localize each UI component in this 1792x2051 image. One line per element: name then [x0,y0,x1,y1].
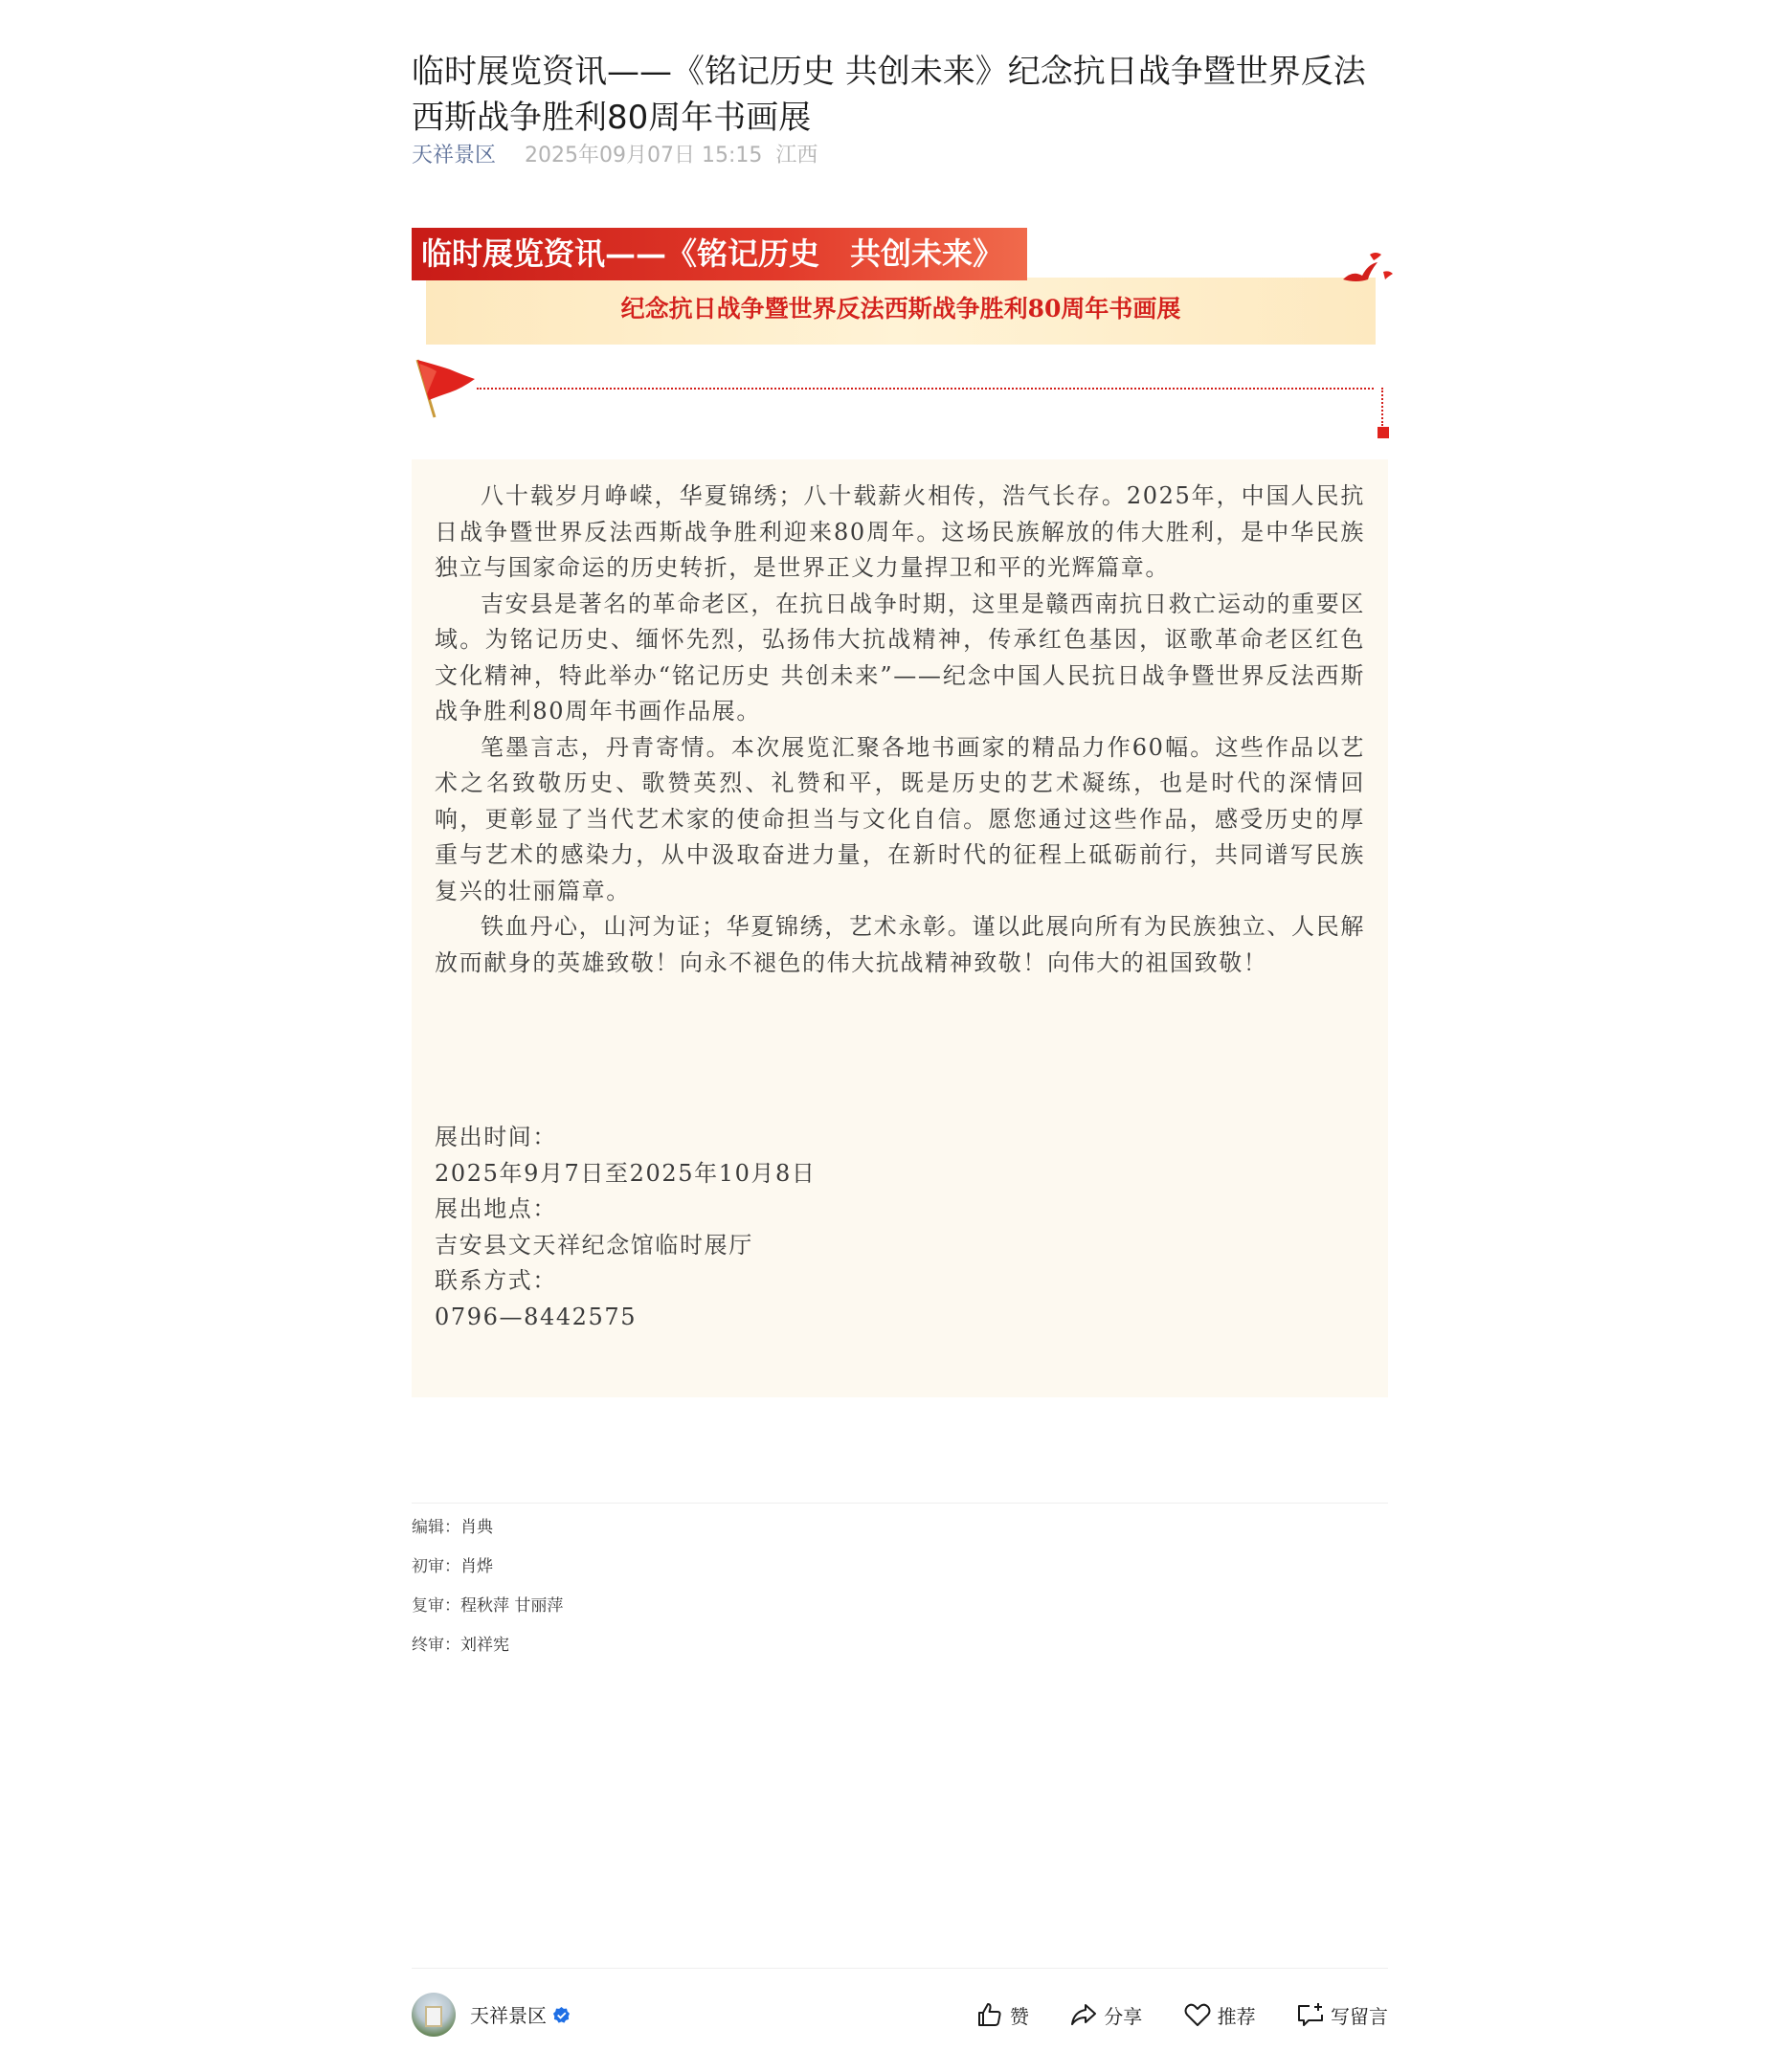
credit-value: 肖烨 [460,1557,493,1576]
publish-datetime: 2025年09月07日 15:15 [525,144,763,167]
footer-divider [412,1968,1388,1969]
recommend-label: 推荐 [1217,2004,1256,2028]
credit-label: 编辑： [412,1518,460,1537]
credit-first-review [412,1549,563,1589]
place-label: 展出地点： [435,1195,557,1222]
birds-icon [1335,251,1393,299]
article-body [435,479,1365,981]
action-bar [941,2000,1388,2034]
body-paragraph: 笔墨言志，丹青寄情。本次展览汇聚各地书画家的精品力作60幅。这些作品以艺术之名致敬历史、歌赞英烈、礼赞和平，既是历史的艺术凝练，也是时代的深情回响，更彰显了当代艺术家的使命担当与文化自信。愿您通过这些作品，感受历史的厚重与艺术的感染力，从中汲取奋进力量，在新时代的征程上砥砺前行，共同谱写民族复兴的壮丽篇章。 [435,733,1365,904]
account-name-row[interactable] [470,2000,571,2028]
banner-subtitle: 纪念抗日战争暨世界反法西斯战争胜利80周年书画展 [620,295,1181,323]
credit-value: 刘祥宪 [460,1636,509,1655]
article-footer [412,1991,1388,2039]
author-link[interactable]: 天祥景区 [412,144,497,167]
credit-second-review [412,1589,563,1628]
body-paragraph: 八十载岁月峥嵘，华夏锦绣；八十载薪火相传，浩气长存。2025年，中国人民抗日战争暨世界反法西斯战争胜利迎来80周年。这场民族解放的伟大胜利，是中华民族独立与国家命运的历史转折，是世界正义力量捍卫和平的光辉篇章。 [435,482,1365,581]
article-meta [412,139,818,168]
comment-icon [1296,2000,1325,2029]
dotted-divider [477,388,1374,390]
time-value: 2025年9月7日至2025年10月8日 [435,1159,817,1187]
place-value: 吉安县文天祥纪念馆临时展厅 [435,1231,753,1259]
comment-label: 写留言 [1331,2004,1388,2028]
article-title: 临时展览资讯——《铭记历史 共创未来》纪念抗日战争暨世界反法西斯战争胜利80周年书画展 [412,52,1366,137]
credit-label: 终审： [412,1636,460,1655]
heart-icon [1183,2000,1212,2029]
credits-divider [412,1503,1388,1504]
contact-value: 0796—8442575 [435,1303,638,1330]
account-avatar[interactable] [412,1993,456,2037]
time-label: 展出时间： [435,1124,557,1150]
verified-icon [552,2006,571,2024]
share-label: 分享 [1104,2004,1143,2028]
content-panel [412,459,1388,1397]
credit-label: 复审： [412,1596,460,1616]
credit-value: 肖典 [460,1518,493,1537]
credit-editor [412,1510,563,1549]
recommend-button[interactable] [1183,2000,1256,2029]
credit-value: 程秋萍 甘丽萍 [460,1596,564,1616]
publish-location: 江西 [775,144,818,167]
credit-label: 初审： [412,1557,460,1576]
credit-final-review [412,1628,563,1667]
flag-icon [412,356,479,421]
account-name[interactable]: 天祥景区 [470,2004,547,2027]
like-label: 赞 [1009,2004,1029,2028]
exhibition-info [435,1120,1365,1335]
divider-end-square [1378,427,1389,438]
dotted-divider-vertical [1381,388,1383,426]
credits [412,1510,563,1667]
contact-label: 联系方式： [435,1267,557,1294]
like-button[interactable] [975,2000,1029,2029]
share-icon [1069,2000,1098,2029]
thumb-up-icon [975,2000,1004,2029]
share-button[interactable] [1069,2000,1142,2029]
banner-subtitle-strip [426,278,1376,345]
banner-heading: 临时展览资讯——《铭记历史 共创未来》 [412,228,1027,280]
body-paragraph: 铁血丹心，山河为证；华夏锦绣，艺术永彰。谨以此展向所有为民族独立、人民解放而献身的英雄致敬！向永不褪色的伟大抗战精神致敬！向伟大的祖国致敬！ [435,913,1365,976]
body-paragraph: 吉安县是著名的革命老区，在抗日战争时期，这里是赣西南抗日救亡运动的重要区域。为铭记历史、缅怀先烈，弘扬伟大抗战精神，传承红色基因，讴歌革命老区红色文化精神，特此举办“铭记历史 共创未来”——纪念中国人民抗日战争暨世界反法西斯战争胜利80周年书画作品展。 [435,590,1365,725]
comment-button[interactable] [1296,2000,1388,2029]
